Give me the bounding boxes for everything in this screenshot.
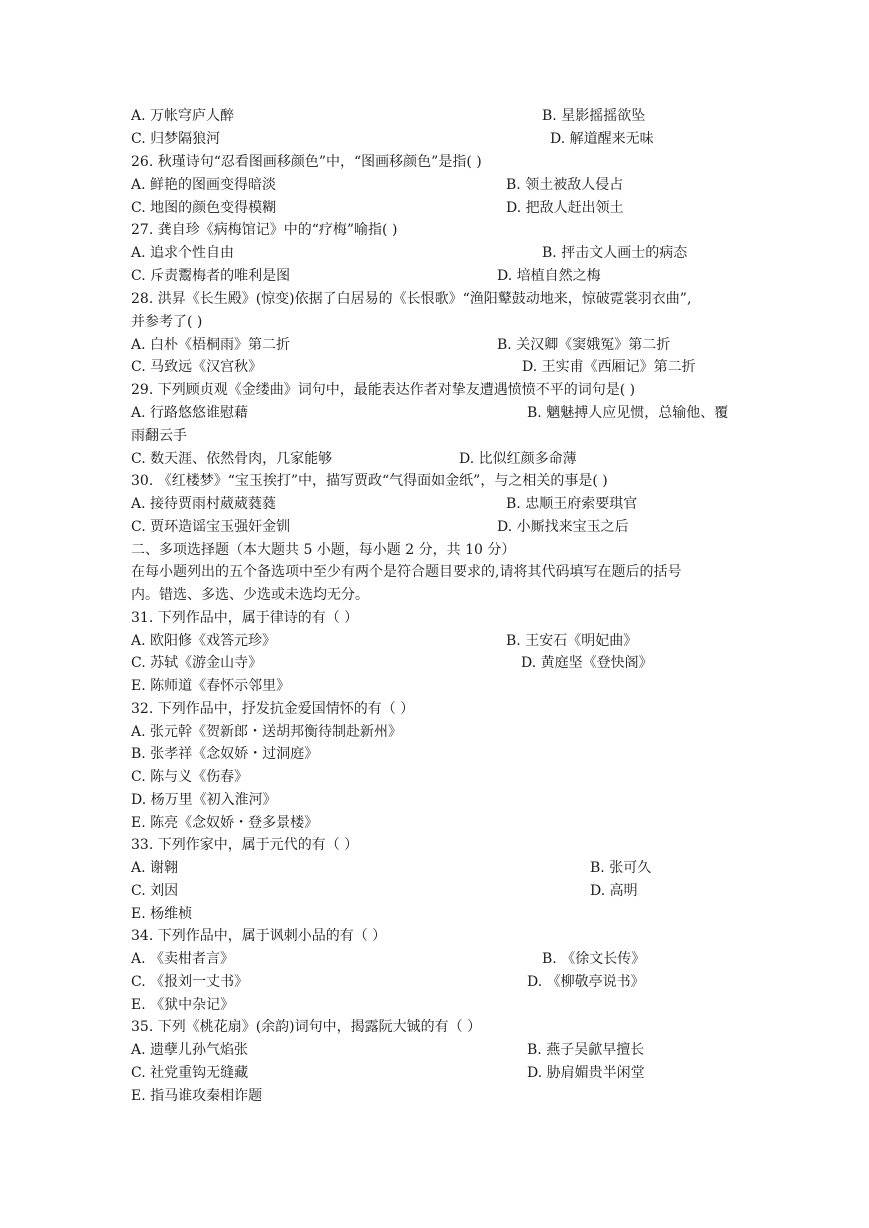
- q28-option-d: D. 王实甫《西厢记》第二折: [522, 359, 696, 375]
- q31-option-e: E. 陈师道《春怀示邻里》: [131, 678, 291, 694]
- q34-option-d: D. 《柳敬亭说书》: [527, 974, 645, 990]
- q26-stem: 26. 秋瑾诗句“忍看图画移颜色”中，“图画移颜色”是指( ): [131, 154, 482, 170]
- q27-stem: 27. 龚自珍《病梅馆记》中的“疗梅”喻指( ): [131, 222, 398, 238]
- q30-option-b: B. 忠顺王府索要琪官: [506, 496, 638, 512]
- q34-stem: 34. 下列作品中，属于讽刺小品的有（ ）: [131, 928, 387, 944]
- q34-option-b: B. 《徐文长传》: [542, 951, 646, 967]
- q30-option-d: D. 小厮找来宝玉之后: [497, 519, 629, 535]
- q32-stem: 32. 下列作品中，抒发抗金爱国情怀的有（ ）: [131, 701, 415, 717]
- q35-option-d: D. 胁肩媚贵半闲堂: [527, 1065, 645, 1081]
- q30-option-c: C. 贾环造谣宝玉强奸金钏: [131, 519, 291, 535]
- q28-stem-line1: 28. 洪昇《长生殿》(惊变)依据了白居易的《长恨歌》“渔阳鼙鼓动地来，惊破霓裳羽衣曲”,: [131, 291, 692, 307]
- q30-stem: 30. 《红楼梦》“宝玉挨打”中，描写贾政“气得面如金纸”，与之相关的事是( ): [131, 473, 608, 489]
- q26-option-a: A. 鲜艳的图画变得暗淡: [131, 177, 277, 193]
- q35-option-b: B. 燕子吴歈早擅长: [527, 1042, 645, 1058]
- q32-option-b: B. 张孝祥《念奴娇・过洞庭》: [131, 746, 319, 762]
- q29-stem: 29. 下列顾贞观《金缕曲》词句中，最能表达作者对挚友遭遇愤愤不平的词句是( ): [131, 382, 636, 398]
- q31-option-a: A. 欧阳修《戏答元珍》: [131, 633, 277, 649]
- q29-option-b-line1: B. 魑魅搏人应见惯，总输他、覆: [527, 405, 729, 421]
- q28-option-b: B. 关汉卿《窦娥冤》第二折: [497, 337, 671, 353]
- q27-option-c: C. 斥责鬻梅者的唯利是图: [131, 268, 291, 284]
- q32-option-a: A. 张元幹《贺新郎・送胡邦衡待制赴新州》: [131, 724, 403, 740]
- q28-stem-line2: 并参考了( ): [131, 314, 203, 330]
- q28-option-a: A. 白朴《梧桐雨》第二折: [131, 337, 291, 353]
- section2-instructions-line2: 内。错选、多选、少选或未选均无分。: [131, 587, 369, 603]
- q35-option-a: A. 遗孽儿孙气焰张: [131, 1042, 249, 1058]
- q26-option-c: C. 地图的颜色变得模糊: [131, 200, 277, 216]
- q25-option-d: D. 解道醒来无味: [550, 131, 654, 147]
- q34-option-e: E. 《狱中杂记》: [131, 997, 235, 1013]
- q29-option-a: A. 行路悠悠谁慰藉: [131, 405, 249, 421]
- q29-option-c: C. 数天涯、依然骨肉，几家能够: [131, 451, 333, 467]
- q30-option-a: A. 接待贾雨村葳葳蕤蕤: [131, 496, 277, 512]
- q26-option-b: B. 领土被敌人侵占: [506, 177, 624, 193]
- q29-option-d: D. 比似红颜多命薄: [459, 451, 577, 467]
- q33-stem: 33. 下列作家中，属于元代的有（ ）: [131, 837, 359, 853]
- q35-option-e: E. 指马谁攻秦相诈题: [131, 1088, 263, 1104]
- q31-option-c: C. 苏轼《游金山寺》: [131, 655, 263, 671]
- q32-option-c: C. 陈与义《伤春》: [131, 769, 249, 785]
- q28-option-c: C. 马致远《汉宫秋》: [131, 359, 263, 375]
- q34-option-a: A. 《卖柑者言》: [131, 951, 235, 967]
- q25-option-b: B. 星影摇摇欲坠: [542, 108, 646, 124]
- q27-option-a: A. 追求个性自由: [131, 245, 235, 261]
- q25-option-c: C. 归梦隔狼河: [131, 131, 221, 147]
- q35-option-c: C. 社党重钩无缝藏: [131, 1065, 249, 1081]
- q31-option-b: B. 王安石《明妃曲》: [506, 633, 638, 649]
- q33-option-b: B. 张可久: [590, 860, 652, 876]
- q32-option-e: E. 陈亮《念奴娇・登多景楼》: [131, 815, 319, 831]
- q33-option-e: E. 杨维桢: [131, 906, 193, 922]
- q31-stem: 31. 下列作品中，属于律诗的有（ ）: [131, 610, 359, 626]
- q25-option-a: A. 万帐穹庐人醉: [131, 108, 235, 124]
- q29-option-b-line2: 雨翻云手: [131, 428, 187, 444]
- q33-option-a: A. 谢翱: [131, 860, 179, 876]
- q33-option-c: C. 刘因: [131, 883, 179, 899]
- q31-option-d: D. 黄庭坚《登快阁》: [521, 655, 653, 671]
- section2-instructions-line1: 在每小题列出的五个备选项中至少有两个是符合题目要求的,请将其代码填写在题后的括号: [131, 564, 682, 580]
- q27-option-b: B. 抨击文人画士的病态: [542, 245, 688, 261]
- q27-option-d: D. 培植自然之梅: [497, 268, 601, 284]
- q33-option-d: D. 高明: [590, 883, 638, 899]
- q32-option-d: D. 杨万里《初入淮河》: [131, 792, 277, 808]
- section2-heading: 二、多项选择题（本大题共 5 小题，每小题 2 分，共 10 分）: [131, 542, 516, 558]
- q34-option-c: C. 《报刘一丈书》: [131, 974, 249, 990]
- q26-option-d: D. 把敌人赶出领土: [506, 200, 624, 216]
- q35-stem: 35. 下列《桃花扇》(余韵)词句中，揭露阮大铖的有（ ）: [131, 1019, 482, 1035]
